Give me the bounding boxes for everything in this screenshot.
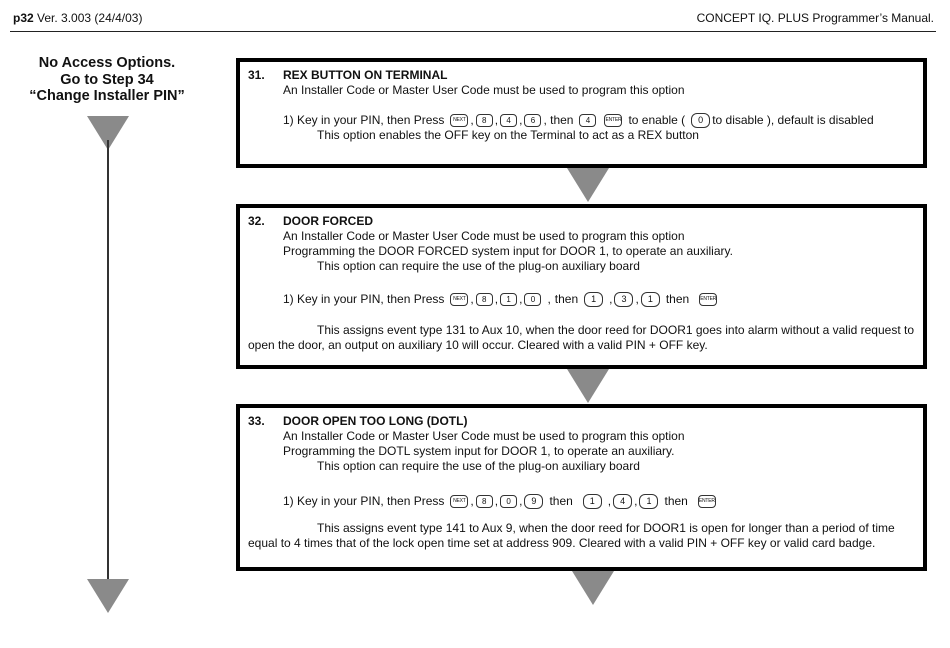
no-access-line-3: “Change Installer PIN”: [29, 88, 185, 104]
enable-text: to enable (: [628, 113, 686, 127]
header-rule: [10, 31, 936, 32]
key-1-icon: 1: [641, 292, 660, 307]
key-6-icon: 6: [524, 114, 541, 127]
key-1-icon: 1: [583, 494, 602, 509]
key-1-icon: 1: [639, 494, 658, 509]
no-access-line-2: Go to Step 34: [60, 71, 154, 88]
manual-title: CONCEPT IQ. PLUS Programmer’s Manual.: [696, 11, 934, 25]
section-number: 33.: [248, 414, 265, 428]
next-key-icon: NEXT: [450, 114, 468, 127]
key-1-icon: 1: [584, 292, 603, 307]
then-text: then: [665, 292, 690, 306]
no-access-line-1: No Access Options.: [38, 55, 176, 71]
key-4-icon: 4: [613, 494, 632, 509]
key-instruction: 1) Key in your PIN, then Press: [283, 113, 445, 127]
key-0-icon: 0: [691, 113, 710, 128]
requirement-text: An Installer Code or Master User Code must be used to program this option: [283, 83, 685, 97]
programming-text: Programming the DOTL system input for DOOR 1, to operate an auxiliary.: [283, 444, 675, 458]
option-note: This option enables the OFF key on the Terminal to act as a REX button: [317, 128, 699, 142]
key-sequence-line: 1) Key in your PIN, then Press NEXT , 8 , 0 , 9 then 1 , 4 , 1 then ENTER: [283, 494, 715, 508]
key-1-icon: 1: [500, 293, 517, 306]
section-title: DOOR OPEN TOO LONG (DOTL): [283, 414, 468, 428]
page-header-left: [13, 11, 142, 25]
aux-board-note: This option can require the use of the plug-on auxiliary board: [317, 459, 640, 473]
flow-arrow-31-32: [567, 168, 609, 202]
key-8-icon: 8: [476, 293, 493, 306]
next-key-icon: NEXT: [450, 293, 468, 306]
section-33-box: [236, 404, 927, 571]
key-8-icon: 8: [476, 495, 493, 508]
key-sequence-line: 1) Key in your PIN, then Press NEXT , 8 , 4 , 6 , then 4 ENTER to enable ( 0 to disable ), default is disabled: [283, 113, 874, 127]
programming-text: Programming the DOOR FORCED system input for DOOR 1, to operate an auxiliary.: [283, 244, 733, 258]
disable-text: to disable ), default is disabled: [712, 113, 874, 127]
enter-key-icon: ENTER: [604, 114, 622, 127]
then-text: , then: [543, 113, 574, 127]
enter-key-icon: ENTER: [698, 495, 716, 508]
then-text: then: [664, 494, 688, 508]
enter-key-icon: ENTER: [699, 293, 717, 306]
flow-arrow-33-down: [572, 571, 614, 605]
page-number: p32: [13, 11, 34, 25]
key-instruction: 1) Key in your PIN, then Press: [283, 292, 445, 306]
section-number: 31.: [248, 68, 265, 82]
key-0-icon: 0: [500, 495, 517, 508]
key-0-icon: 0: [524, 293, 541, 306]
flow-line-left: [107, 140, 109, 592]
flow-arrow-32-33: [567, 369, 609, 403]
section-32-box: [236, 204, 927, 369]
section-number: 32.: [248, 214, 265, 228]
aux-board-note: This option can require the use of the plug-on auxiliary board: [317, 259, 640, 273]
version-text: Ver. 3.003 (24/4/03): [37, 11, 143, 25]
section-31-box: [236, 58, 927, 168]
key-3-icon: 3: [614, 292, 633, 307]
next-key-icon: NEXT: [450, 495, 468, 508]
event-description: This assigns event type 131 to Aux 10, when the door reed for DOOR1 goes into alarm without a valid request to open the door, an output on auxiliary 10 will occur. Cleared with a valid PIN + OFF key.: [248, 323, 914, 352]
key-sequence-line: 1) Key in your PIN, then Press NEXT , 8 , 1 , 0 , then 1 , 3 , 1 then ENTER: [283, 292, 717, 306]
flow-arrow-left-bottom: [87, 579, 129, 613]
key-8-icon: 8: [476, 114, 493, 127]
key-9-icon: 9: [524, 494, 543, 509]
requirement-text: An Installer Code or Master User Code must be used to program this option: [283, 429, 685, 443]
key-4-icon: 4: [579, 114, 596, 127]
then-text: then: [554, 292, 579, 306]
section-title: DOOR FORCED: [283, 214, 373, 228]
then-text: then: [549, 494, 573, 508]
event-description: This assigns event type 141 to Aux 9, when the door reed for DOOR1 is open for longer than a period of time equal to 4 times that of the lock open time set at address 909. Cleared with a valid PIN + OFF key or valid card badge.: [248, 521, 895, 550]
section-title: REX BUTTON ON TERMINAL: [283, 68, 448, 82]
requirement-text: An Installer Code or Master User Code must be used to program this option: [283, 229, 685, 243]
key-instruction: 1) Key in your PIN, then Press: [283, 494, 445, 508]
key-4-icon: 4: [500, 114, 517, 127]
no-access-note: [22, 55, 192, 105]
